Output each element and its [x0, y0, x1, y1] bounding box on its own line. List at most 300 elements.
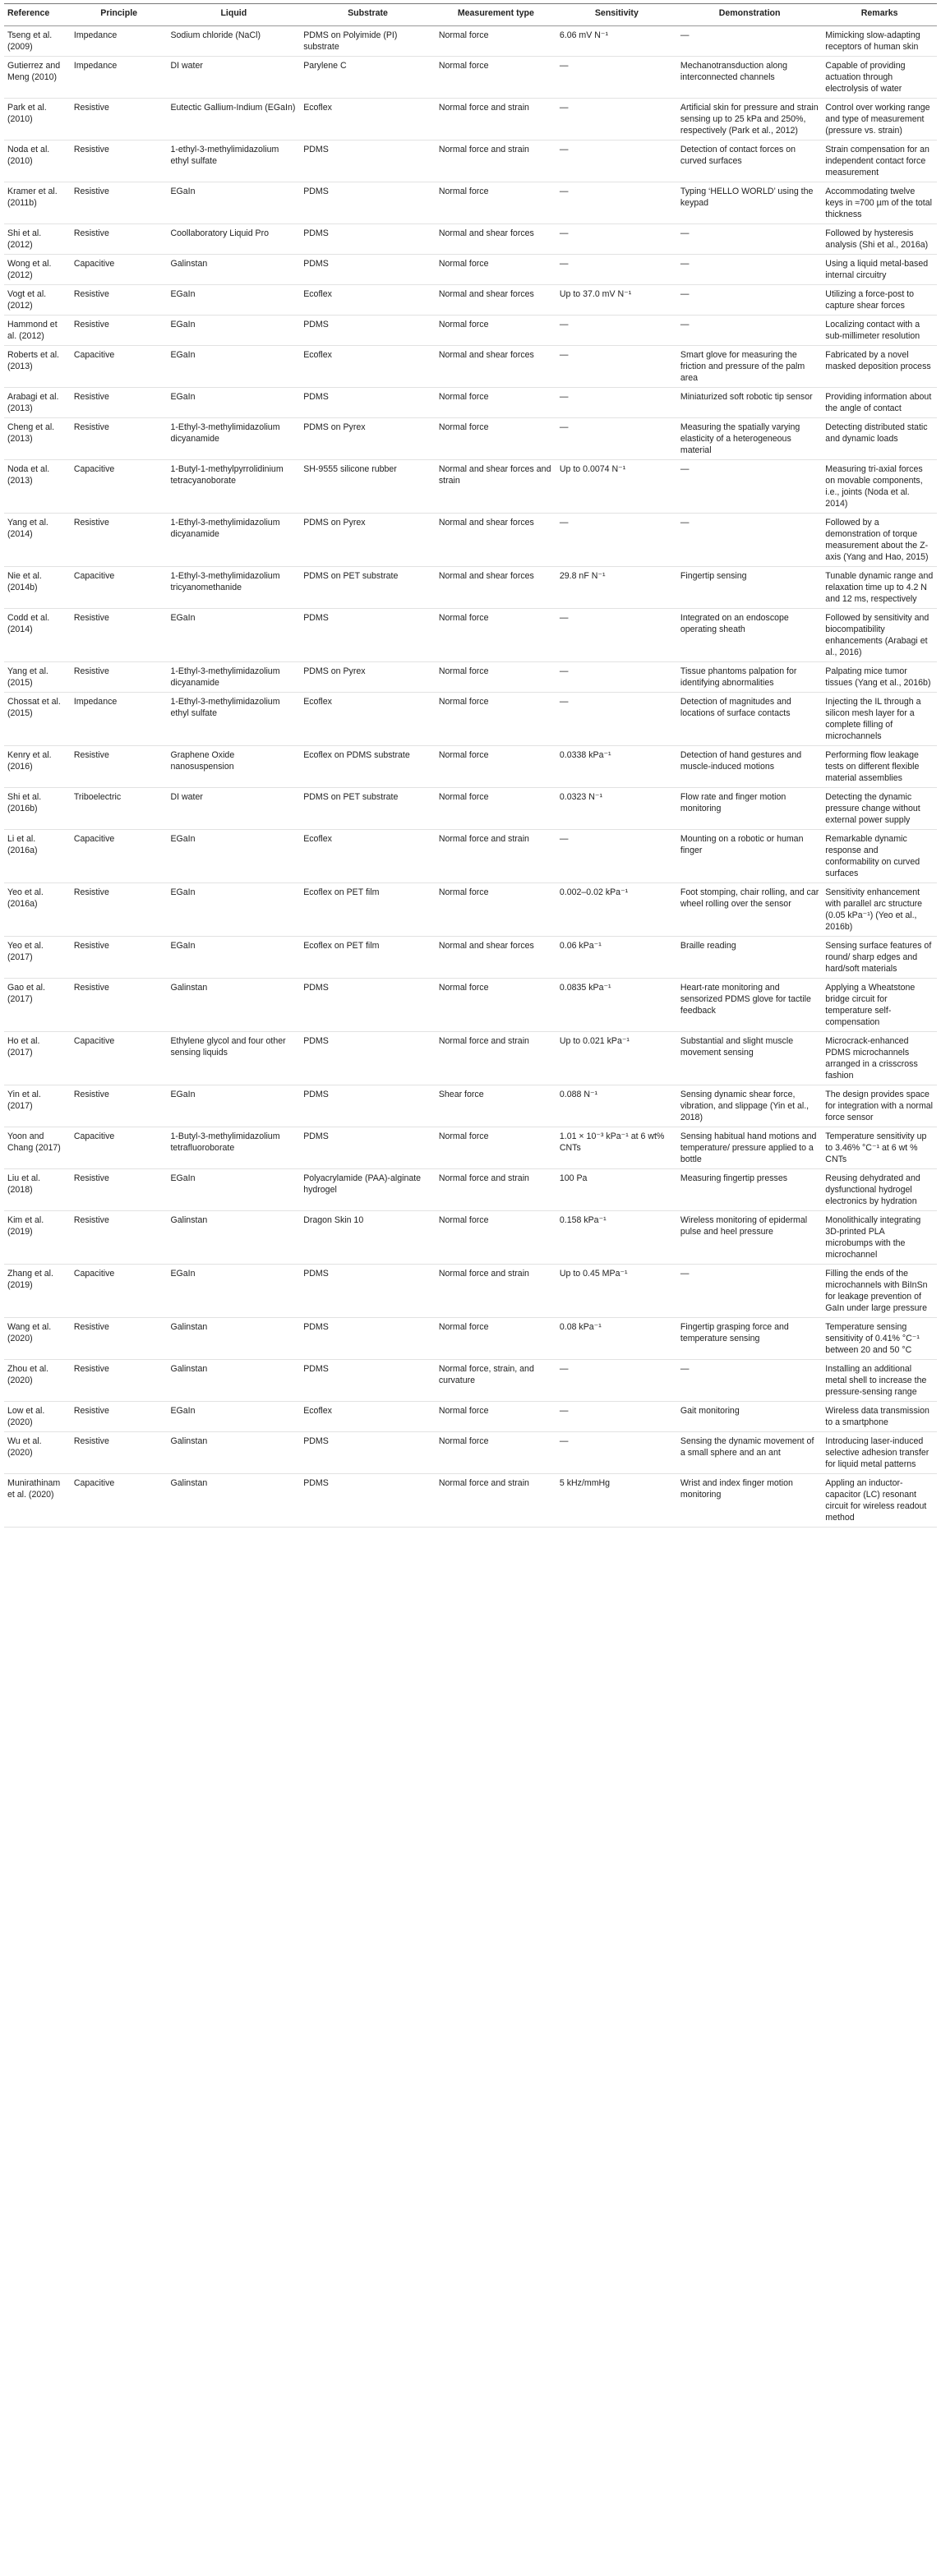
cell-principle: Resistive [71, 1432, 168, 1474]
cell-principle: Resistive [71, 1169, 168, 1211]
cell-principle: Resistive [71, 1085, 168, 1127]
cell-substrate: PDMS [300, 1360, 436, 1402]
cell-reference: Roberts et al. (2013) [4, 346, 71, 388]
cell-liquid: Galinstan [167, 255, 300, 285]
cell-liquid: 1-Ethyl-3-methylimidazolium dicyanamide [167, 418, 300, 460]
cell-reference: Shi et al. (2016b) [4, 788, 71, 830]
cell-principle: Resistive [71, 609, 168, 662]
cell-principle: Capacitive [71, 567, 168, 609]
cell-demonstration: Sensing habitual hand motions and temperature/ pressure applied to a bottle [677, 1127, 822, 1169]
cell-remarks: Temperature sensing sensitivity of 0.41% °C⁻¹ between 20 and 50 °C [822, 1318, 937, 1360]
cell-remarks: Applying a Wheatstone bridge circuit for temperature self-compensation [822, 979, 937, 1032]
cell-remarks: The design provides space for integration with a normal force sensor [822, 1085, 937, 1127]
cell-measurement-type: Shear force [436, 1085, 556, 1127]
cell-principle: Resistive [71, 979, 168, 1032]
cell-substrate: Ecoflex on PDMS substrate [300, 746, 436, 788]
cell-measurement-type: Normal force and strain [436, 1169, 556, 1211]
table-row [4, 1432, 937, 1474]
cell-principle: Resistive [71, 1318, 168, 1360]
cell-reference: Kenry et al. (2016) [4, 746, 71, 788]
cell-measurement-type: Normal and shear forces [436, 514, 556, 567]
cell-demonstration: Wrist and index finger motion monitoring [677, 1474, 822, 1528]
cell-reference: Kim et al. (2019) [4, 1211, 71, 1265]
cell-substrate: Ecoflex [300, 285, 436, 316]
cell-principle: Capacitive [71, 460, 168, 514]
cell-sensitivity: — [556, 141, 677, 182]
cell-principle: Resistive [71, 937, 168, 979]
cell-principle: Impedance [71, 693, 168, 746]
cell-substrate: PDMS [300, 255, 436, 285]
cell-sensitivity: — [556, 693, 677, 746]
cell-liquid: EGaIn [167, 182, 300, 224]
cell-measurement-type: Normal and shear forces [436, 224, 556, 255]
cell-sensitivity: — [556, 1360, 677, 1402]
cell-sensitivity: 0.002–0.02 kPa⁻¹ [556, 883, 677, 937]
cell-reference: Li et al. (2016a) [4, 830, 71, 883]
cell-substrate: PDMS [300, 1032, 436, 1085]
cell-demonstration: Detection of magnitudes and locations of surface contacts [677, 693, 822, 746]
cell-liquid: EGaIn [167, 1402, 300, 1432]
cell-demonstration: — [677, 460, 822, 514]
cell-principle: Resistive [71, 316, 168, 346]
cell-reference: Noda et al. (2010) [4, 141, 71, 182]
cell-substrate: Ecoflex on PET film [300, 883, 436, 937]
cell-liquid: 1-ethyl-3-methylimidazolium ethyl sulfate [167, 141, 300, 182]
cell-principle: Triboelectric [71, 788, 168, 830]
cell-demonstration: Tissue phantoms palpation for identifying abnormalities [677, 662, 822, 693]
cell-measurement-type: Normal and shear forces [436, 567, 556, 609]
table-row [4, 285, 937, 316]
cell-sensitivity: — [556, 514, 677, 567]
cell-reference: Gutierrez and Meng (2010) [4, 57, 71, 99]
table-row [4, 57, 937, 99]
cell-sensitivity: — [556, 609, 677, 662]
cell-remarks: Palpating mice tumor tissues (Yang et al., 2016b) [822, 662, 937, 693]
cell-remarks: Mimicking slow-adapting receptors of human skin [822, 26, 937, 57]
cell-remarks: Detecting distributed static and dynamic loads [822, 418, 937, 460]
cell-remarks: Utilizing a force-post to capture shear forces [822, 285, 937, 316]
cell-liquid: EGaIn [167, 1169, 300, 1211]
cell-liquid: EGaIn [167, 388, 300, 418]
cell-measurement-type: Normal force [436, 662, 556, 693]
cell-demonstration: — [677, 26, 822, 57]
cell-demonstration: Fingertip grasping force and temperature sensing [677, 1318, 822, 1360]
cell-sensitivity: Up to 0.021 kPa⁻¹ [556, 1032, 677, 1085]
cell-substrate: Ecoflex [300, 346, 436, 388]
table-row [4, 1085, 937, 1127]
header-row [4, 4, 937, 26]
cell-demonstration: Typing ‘HELLO WORLD’ using the keypad [677, 182, 822, 224]
table-header [4, 4, 937, 26]
cell-remarks: Microcrack-enhanced PDMS microchannels arranged in a crisscross fashion [822, 1032, 937, 1085]
cell-liquid: Galinstan [167, 1360, 300, 1402]
cell-reference: Shi et al. (2012) [4, 224, 71, 255]
cell-demonstration: Measuring the spatially varying elasticity of a heterogeneous material [677, 418, 822, 460]
cell-reference: Yang et al. (2015) [4, 662, 71, 693]
cell-demonstration: — [677, 1360, 822, 1402]
cell-principle: Resistive [71, 285, 168, 316]
cell-measurement-type: Normal force [436, 316, 556, 346]
cell-liquid: EGaIn [167, 1085, 300, 1127]
cell-demonstration: — [677, 285, 822, 316]
cell-measurement-type: Normal force and strain [436, 99, 556, 141]
cell-liquid: EGaIn [167, 285, 300, 316]
cell-sensitivity: 29.8 nF N⁻¹ [556, 567, 677, 609]
header-remarks: Remarks [822, 4, 937, 26]
cell-remarks: Control over working range and type of measurement (pressure vs. strain) [822, 99, 937, 141]
cell-remarks: Performing flow leakage tests on different flexible material assemblies [822, 746, 937, 788]
cell-remarks: Installing an additional metal shell to increase the pressure-sensing range [822, 1360, 937, 1402]
cell-sensitivity: — [556, 418, 677, 460]
header-reference: Reference [4, 4, 71, 26]
cell-remarks: Reusing dehydrated and dysfunctional hydrogel electronics by hydration [822, 1169, 937, 1211]
header-sensitivity: Sensitivity [556, 4, 677, 26]
cell-reference: Wang et al. (2020) [4, 1318, 71, 1360]
cell-liquid: Ethylene glycol and four other sensing liquids [167, 1032, 300, 1085]
table-row [4, 1474, 937, 1528]
cell-liquid: Sodium chloride (NaCl) [167, 26, 300, 57]
cell-demonstration: — [677, 224, 822, 255]
cell-sensitivity: — [556, 255, 677, 285]
cell-principle: Resistive [71, 883, 168, 937]
table-row [4, 141, 937, 182]
cell-reference: Yeo et al. (2017) [4, 937, 71, 979]
cell-liquid: EGaIn [167, 316, 300, 346]
cell-liquid: Eutectic Gallium-Indium (EGaIn) [167, 99, 300, 141]
cell-sensitivity: 0.158 kPa⁻¹ [556, 1211, 677, 1265]
cell-principle: Impedance [71, 26, 168, 57]
cell-remarks: Tunable dynamic range and relaxation time up to 4.2 N and 12 ms, respectively [822, 567, 937, 609]
cell-reference: Arabagi et al. (2013) [4, 388, 71, 418]
cell-demonstration: Fingertip sensing [677, 567, 822, 609]
table-row [4, 937, 937, 979]
cell-liquid: Graphene Oxide nanosuspension [167, 746, 300, 788]
cell-remarks: Followed by a demonstration of torque measurement about the Z-axis (Yang and Hao, 2015) [822, 514, 937, 567]
table-row [4, 26, 937, 57]
cell-liquid: Galinstan [167, 1432, 300, 1474]
cell-sensitivity: — [556, 346, 677, 388]
cell-measurement-type: Normal force [436, 57, 556, 99]
table-row [4, 1265, 937, 1318]
header-principle: Principle [71, 4, 168, 26]
cell-demonstration: Measuring fingertip presses [677, 1169, 822, 1211]
cell-liquid: EGaIn [167, 346, 300, 388]
table-row [4, 693, 937, 746]
cell-reference: Kramer et al. (2011b) [4, 182, 71, 224]
cell-sensitivity: — [556, 316, 677, 346]
cell-liquid: EGaIn [167, 937, 300, 979]
table-row [4, 460, 937, 514]
cell-reference: Noda et al. (2013) [4, 460, 71, 514]
cell-reference: Vogt et al. (2012) [4, 285, 71, 316]
cell-measurement-type: Normal and shear forces [436, 346, 556, 388]
cell-principle: Resistive [71, 1211, 168, 1265]
cell-principle: Resistive [71, 514, 168, 567]
cell-measurement-type: Normal and shear forces [436, 285, 556, 316]
cell-sensitivity: — [556, 182, 677, 224]
cell-liquid: 1-Ethyl-3-methylimidazolium dicyanamide [167, 514, 300, 567]
cell-substrate: Ecoflex on PET film [300, 937, 436, 979]
cell-sensitivity: — [556, 99, 677, 141]
cell-liquid: Galinstan [167, 1211, 300, 1265]
cell-demonstration: Foot stomping, chair rolling, and car wheel rolling over the sensor [677, 883, 822, 937]
cell-reference: Yoon and Chang (2017) [4, 1127, 71, 1169]
cell-remarks: Detecting the dynamic pressure change without external power supply [822, 788, 937, 830]
cell-measurement-type: Normal force, strain, and curvature [436, 1360, 556, 1402]
cell-liquid: EGaIn [167, 1265, 300, 1318]
cell-reference: Zhang et al. (2019) [4, 1265, 71, 1318]
cell-substrate: PDMS [300, 1432, 436, 1474]
table-row [4, 316, 937, 346]
cell-liquid: Galinstan [167, 979, 300, 1032]
cell-sensitivity: 100 Pa [556, 1169, 677, 1211]
cell-remarks: Followed by sensitivity and biocompatibility enhancements (Arabagi et al., 2016) [822, 609, 937, 662]
table-row [4, 883, 937, 937]
cell-remarks: Fabricated by a novel masked deposition process [822, 346, 937, 388]
cell-sensitivity: — [556, 1432, 677, 1474]
table-row [4, 346, 937, 388]
cell-substrate: Dragon Skin 10 [300, 1211, 436, 1265]
cell-liquid: EGaIn [167, 830, 300, 883]
cell-remarks: Localizing contact with a sub-millimeter resolution [822, 316, 937, 346]
cell-demonstration: Detection of contact forces on curved surfaces [677, 141, 822, 182]
cell-demonstration: Heart-rate monitoring and sensorized PDMS glove for tactile feedback [677, 979, 822, 1032]
cell-remarks: Providing information about the angle of contact [822, 388, 937, 418]
cell-sensitivity: 0.088 N⁻¹ [556, 1085, 677, 1127]
cell-remarks: Strain compensation for an independent contact force measurement [822, 141, 937, 182]
cell-sensitivity: Up to 0.0074 N⁻¹ [556, 460, 677, 514]
cell-remarks: Accommodating twelve keys in ≈700 µm of the total thickness [822, 182, 937, 224]
cell-reference: Yang et al. (2014) [4, 514, 71, 567]
cell-demonstration: Miniaturized soft robotic tip sensor [677, 388, 822, 418]
table-row [4, 1032, 937, 1085]
cell-principle: Resistive [71, 224, 168, 255]
cell-substrate: PDMS on PET substrate [300, 567, 436, 609]
cell-measurement-type: Normal force and strain [436, 1265, 556, 1318]
cell-measurement-type: Normal force [436, 388, 556, 418]
cell-demonstration: Wireless monitoring of epidermal pulse and heel pressure [677, 1211, 822, 1265]
cell-demonstration: — [677, 514, 822, 567]
table-row [4, 388, 937, 418]
cell-measurement-type: Normal force [436, 1432, 556, 1474]
cell-liquid: 1-Butyl-3-methylimidazolium tetrafluoroborate [167, 1127, 300, 1169]
cell-sensitivity: 0.0323 N⁻¹ [556, 788, 677, 830]
cell-demonstration: Mounting on a robotic or human finger [677, 830, 822, 883]
cell-remarks: Capable of providing actuation through electrolysis of water [822, 57, 937, 99]
cell-substrate: PDMS [300, 182, 436, 224]
table-row [4, 418, 937, 460]
table-row [4, 662, 937, 693]
cell-substrate: PDMS [300, 1474, 436, 1528]
table-row [4, 1402, 937, 1432]
cell-demonstration: Artificial skin for pressure and strain sensing up to 25 kPa and 250%, respectively (Park et al., 2012) [677, 99, 822, 141]
cell-measurement-type: Normal force [436, 255, 556, 285]
table-row [4, 99, 937, 141]
cell-substrate: Ecoflex [300, 830, 436, 883]
cell-measurement-type: Normal force [436, 609, 556, 662]
cell-demonstration: Detection of hand gestures and muscle-induced motions [677, 746, 822, 788]
cell-sensitivity: 5 kHz/mmHg [556, 1474, 677, 1528]
cell-remarks: Temperature sensitivity up to 3.46% °C⁻¹ at 6 wt % CNTs [822, 1127, 937, 1169]
table-row [4, 1127, 937, 1169]
cell-reference: Codd et al. (2014) [4, 609, 71, 662]
cell-remarks: Using a liquid metal-based internal circuitry [822, 255, 937, 285]
table-row [4, 1211, 937, 1265]
cell-principle: Resistive [71, 99, 168, 141]
cell-sensitivity: 6.06 mV N⁻¹ [556, 26, 677, 57]
cell-sensitivity: Up to 0.45 MPa⁻¹ [556, 1265, 677, 1318]
cell-principle: Capacitive [71, 1265, 168, 1318]
cell-substrate: PDMS [300, 1127, 436, 1169]
header-substrate: Substrate [300, 4, 436, 26]
cell-demonstration: — [677, 316, 822, 346]
cell-principle: Capacitive [71, 830, 168, 883]
cell-demonstration: Substantial and slight muscle movement sensing [677, 1032, 822, 1085]
cell-reference: Ho et al. (2017) [4, 1032, 71, 1085]
cell-sensitivity: — [556, 388, 677, 418]
cell-reference: Hammond et al. (2012) [4, 316, 71, 346]
table-row [4, 979, 937, 1032]
cell-demonstration: — [677, 255, 822, 285]
cell-measurement-type: Normal and shear forces [436, 937, 556, 979]
table-row [4, 788, 937, 830]
cell-principle: Capacitive [71, 1474, 168, 1528]
cell-reference: Zhou et al. (2020) [4, 1360, 71, 1402]
cell-reference: Low et al. (2020) [4, 1402, 71, 1432]
cell-reference: Tseng et al. (2009) [4, 26, 71, 57]
cell-substrate: Ecoflex [300, 1402, 436, 1432]
cell-principle: Resistive [71, 662, 168, 693]
cell-reference: Liu et al. (2018) [4, 1169, 71, 1211]
cell-remarks: Filling the ends of the microchannels with BiInSn for leakage prevention of GaIn under large pressure [822, 1265, 937, 1318]
cell-sensitivity: — [556, 830, 677, 883]
cell-liquid: EGaIn [167, 609, 300, 662]
cell-substrate: Parylene C [300, 57, 436, 99]
cell-remarks: Sensing surface features of round/ sharp edges and hard/soft materials [822, 937, 937, 979]
cell-principle: Resistive [71, 388, 168, 418]
cell-demonstration: Gait monitoring [677, 1402, 822, 1432]
cell-reference: Gao et al. (2017) [4, 979, 71, 1032]
cell-principle: Resistive [71, 1402, 168, 1432]
cell-sensitivity: — [556, 662, 677, 693]
cell-remarks: Monolithically integrating 3D-printed PLA microbumps with the microchannel [822, 1211, 937, 1265]
cell-demonstration: Mechanotransduction along interconnected channels [677, 57, 822, 99]
cell-sensitivity: 0.0338 kPa⁻¹ [556, 746, 677, 788]
cell-reference: Wong et al. (2012) [4, 255, 71, 285]
table-row [4, 609, 937, 662]
table-row [4, 1360, 937, 1402]
cell-measurement-type: Normal force [436, 788, 556, 830]
cell-substrate: SH-9555 silicone rubber [300, 460, 436, 514]
cell-substrate: PDMS [300, 224, 436, 255]
cell-principle: Capacitive [71, 1127, 168, 1169]
cell-substrate: Ecoflex [300, 693, 436, 746]
cell-demonstration: Smart glove for measuring the friction and pressure of the palm area [677, 346, 822, 388]
cell-reference: Chossat et al. (2015) [4, 693, 71, 746]
cell-liquid: 1-Ethyl-3-methylimidazolium ethyl sulfate [167, 693, 300, 746]
cell-substrate: PDMS [300, 1085, 436, 1127]
cell-liquid: 1-Ethyl-3-methylimidazolium tricyanomethanide [167, 567, 300, 609]
cell-principle: Capacitive [71, 346, 168, 388]
cell-demonstration: — [677, 1265, 822, 1318]
table-row [4, 830, 937, 883]
cell-measurement-type: Normal force [436, 883, 556, 937]
cell-remarks: Sensitivity enhancement with parallel arc structure (0.05 kPa⁻¹) (Yeo et al., 2016b) [822, 883, 937, 937]
cell-measurement-type: Normal force and strain [436, 1032, 556, 1085]
cell-measurement-type: Normal force [436, 26, 556, 57]
cell-substrate: Polyacrylamide (PAA)-alginate hydrogel [300, 1169, 436, 1211]
cell-measurement-type: Normal force [436, 1211, 556, 1265]
cell-measurement-type: Normal force [436, 1318, 556, 1360]
cell-liquid: DI water [167, 57, 300, 99]
cell-demonstration: Sensing the dynamic movement of a small sphere and an ant [677, 1432, 822, 1474]
cell-reference: Munirathinam et al. (2020) [4, 1474, 71, 1528]
cell-principle: Resistive [71, 1360, 168, 1402]
cell-sensitivity: — [556, 224, 677, 255]
cell-measurement-type: Normal and shear forces and strain [436, 460, 556, 514]
cell-reference: Yin et al. (2017) [4, 1085, 71, 1127]
cell-principle: Capacitive [71, 1032, 168, 1085]
cell-demonstration: Integrated on an endoscope operating sheath [677, 609, 822, 662]
cell-principle: Resistive [71, 746, 168, 788]
cell-substrate: PDMS [300, 609, 436, 662]
cell-remarks: Remarkable dynamic response and conformability on curved surfaces [822, 830, 937, 883]
cell-measurement-type: Normal force [436, 746, 556, 788]
table-row [4, 182, 937, 224]
cell-principle: Capacitive [71, 255, 168, 285]
cell-substrate: PDMS on Pyrex [300, 514, 436, 567]
cell-principle: Impedance [71, 57, 168, 99]
cell-demonstration: Sensing dynamic shear force, vibration, and slippage (Yin et al., 2018) [677, 1085, 822, 1127]
cell-principle: Resistive [71, 182, 168, 224]
cell-substrate: PDMS [300, 1265, 436, 1318]
cell-substrate: PDMS [300, 1318, 436, 1360]
cell-reference: Park et al. (2010) [4, 99, 71, 141]
cell-substrate: PDMS [300, 388, 436, 418]
table-row [4, 1318, 937, 1360]
cell-reference: Nie et al. (2014b) [4, 567, 71, 609]
cell-reference: Cheng et al. (2013) [4, 418, 71, 460]
cell-liquid: EGaIn [167, 883, 300, 937]
table-row [4, 514, 937, 567]
cell-substrate: PDMS [300, 141, 436, 182]
cell-substrate: PDMS [300, 979, 436, 1032]
cell-measurement-type: Normal force and strain [436, 830, 556, 883]
cell-liquid: Galinstan [167, 1318, 300, 1360]
cell-liquid: 1-Ethyl-3-methylimidazolium dicyanamide [167, 662, 300, 693]
cell-substrate: PDMS [300, 316, 436, 346]
cell-sensitivity: 1.01 × 10⁻³ kPa⁻¹ at 6 wt% CNTs [556, 1127, 677, 1169]
table-body [4, 26, 937, 1528]
cell-measurement-type: Normal force [436, 1127, 556, 1169]
cell-sensitivity: — [556, 57, 677, 99]
cell-measurement-type: Normal force [436, 693, 556, 746]
cell-measurement-type: Normal force and strain [436, 141, 556, 182]
cell-measurement-type: Normal force [436, 182, 556, 224]
cell-remarks: Appling an inductor-capacitor (LC) resonant circuit for wireless readout method [822, 1474, 937, 1528]
cell-remarks: Wireless data transmission to a smartphone [822, 1402, 937, 1432]
cell-substrate: PDMS on Pyrex [300, 418, 436, 460]
cell-liquid: 1-Butyl-1-methylpyrrolidinium tetracyanoborate [167, 460, 300, 514]
cell-liquid: Galinstan [167, 1474, 300, 1528]
cell-liquid: Coollaboratory Liquid Pro [167, 224, 300, 255]
cell-reference: Yeo et al. (2016a) [4, 883, 71, 937]
table-row [4, 746, 937, 788]
sensor-comparison-table [4, 3, 937, 1528]
cell-remarks: Followed by hysteresis analysis (Shi et al., 2016a) [822, 224, 937, 255]
cell-sensitivity: 0.08 kPa⁻¹ [556, 1318, 677, 1360]
cell-remarks: Measuring tri-axial forces on movable components, i.e., joints (Noda et al. 2014) [822, 460, 937, 514]
